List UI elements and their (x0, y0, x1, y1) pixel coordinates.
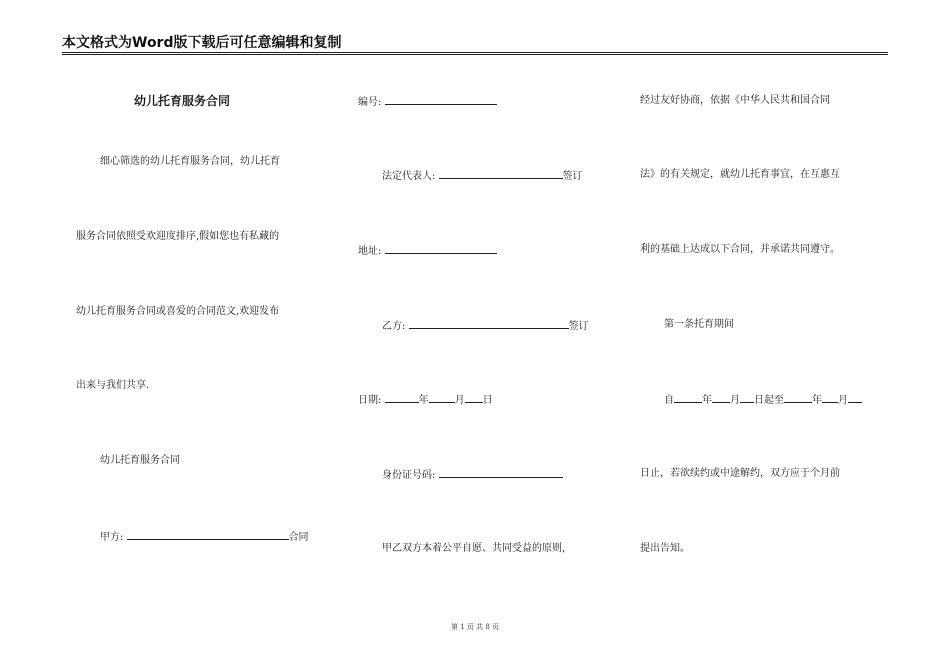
intro-line-1: 细心筛选的幼儿托育服务合同，幼儿托育 (100, 156, 280, 167)
period-end-line: 日止，若欲续约或中途解约，双方应于个月前 (640, 468, 840, 479)
address-blank[interactable] (385, 243, 497, 254)
date-year-blank[interactable] (385, 392, 419, 403)
period-day-from-text: 日起至 (754, 395, 784, 406)
party-a-blank[interactable] (127, 529, 289, 540)
id-number-label: 身份证号码: (382, 470, 436, 481)
body-line-1: 经过友好协商，依据《中华人民共和国合同 (640, 95, 830, 106)
body-line-2: 法》的有关规定，就幼儿托育事宜，在互惠互 (640, 169, 840, 180)
period-year1-blank[interactable] (674, 392, 702, 403)
legal-rep-blank[interactable] (439, 168, 563, 179)
address-line (358, 243, 497, 259)
period-month2-blank[interactable] (822, 392, 838, 403)
principle-line: 甲乙双方本着公平自愿、共同受益的原则, (382, 543, 566, 554)
period-year2-blank[interactable] (784, 392, 812, 403)
date-day-blank[interactable] (465, 392, 483, 403)
period-from-text: 自 (664, 395, 674, 406)
party-b-blank[interactable] (409, 318, 569, 329)
party-b-line (382, 318, 589, 334)
intro-line-3: 幼儿托育服务合同或喜爱的合同范文,欢迎发布 (76, 306, 280, 317)
id-number-line (382, 467, 563, 483)
contract-number-label: 编号: (358, 97, 382, 108)
party-b-label: 乙方: (382, 321, 406, 332)
period-year1-text: 年 (702, 395, 712, 406)
document-header: 本文格式为Word版下载后可任意编辑和复制 (62, 35, 342, 51)
date-label: 日期: (358, 395, 382, 406)
date-day-text: 日 (482, 395, 493, 406)
page-footer: 第 1 页 共 8 页 (450, 623, 500, 631)
notice-line: 提出告知。 (640, 543, 690, 554)
period-month1-text: 月 (730, 395, 740, 406)
intro-line-4: 出来与我们共享. (76, 380, 150, 391)
period-month2-text: 月 (838, 395, 848, 406)
party-b-suffix: 签订 (568, 321, 589, 332)
contract-number-line (358, 94, 497, 110)
date-line (358, 392, 493, 408)
party-a-label: 甲方: (100, 532, 124, 543)
contract-subtitle: 幼儿托育服务合同 (100, 455, 180, 466)
body-line-3: 利的基础上达成以下合同，并承诺共同遵守。 (640, 244, 840, 255)
date-month-text: 月 (454, 395, 465, 406)
legal-rep-label: 法定代表人: (382, 171, 436, 182)
period-month1-blank[interactable] (712, 392, 730, 403)
date-year-text: 年 (418, 395, 429, 406)
legal-rep-line (382, 168, 583, 184)
contract-number-blank[interactable] (385, 94, 497, 105)
period-day2-blank[interactable] (848, 392, 862, 403)
contract-title: 幼儿托育服务合同 (134, 94, 231, 108)
period-year2-text: 年 (812, 395, 822, 406)
date-month-blank[interactable] (429, 392, 455, 403)
article-1-heading: 第一条托育期间 (664, 319, 734, 330)
period-day1-blank[interactable] (740, 392, 754, 403)
period-line (664, 392, 862, 408)
party-a-suffix: 合同 (288, 532, 309, 543)
id-number-blank[interactable] (439, 467, 563, 478)
party-a-line (100, 529, 309, 545)
legal-rep-suffix: 签订 (562, 171, 583, 182)
address-label: 地址: (358, 246, 382, 257)
intro-line-2: 服务合同依照受欢迎度排序,假如您也有私藏的 (76, 231, 280, 242)
